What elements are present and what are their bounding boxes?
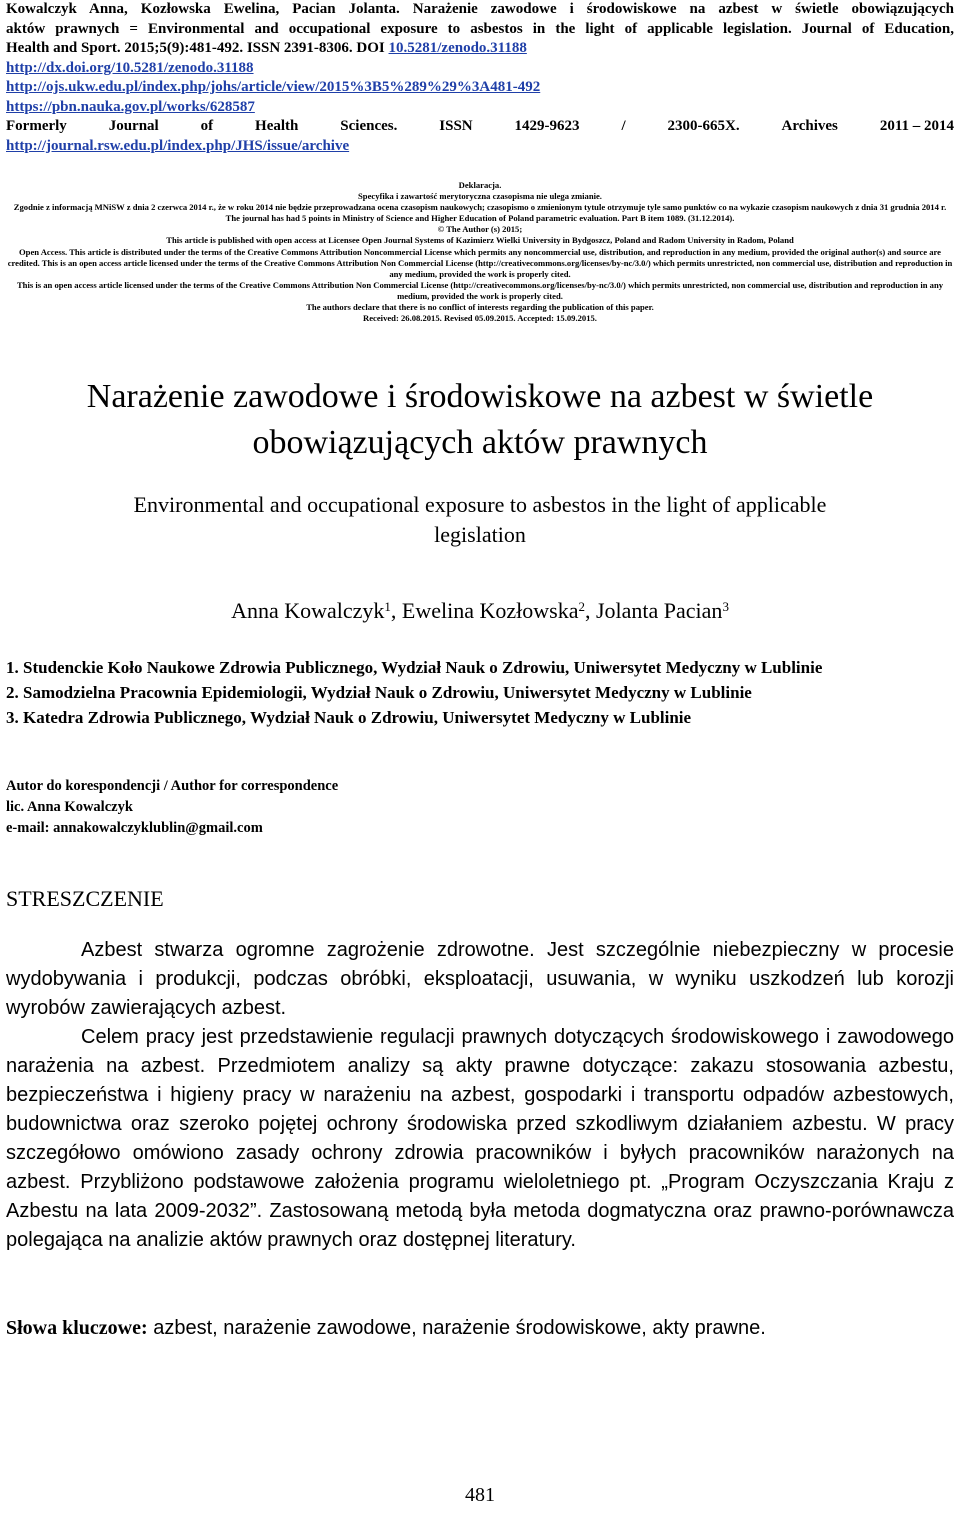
formerly-word: 1429-9623	[514, 118, 580, 134]
subtitle-line-2: legislation	[434, 522, 526, 547]
subtitle-line-1: Environmental and occupational exposure to asbestos in the light of applicable	[133, 492, 827, 517]
paper-title	[0, 374, 960, 466]
author-superscript: 1	[384, 599, 391, 614]
keywords-label: Słowa kluczowe:	[6, 1317, 148, 1339]
author-name: , Ewelina Kozłowska	[390, 598, 579, 623]
doi-link[interactable]: 10.5281/zenodo.31188	[388, 40, 527, 56]
author-name: , Jolanta Pacian	[584, 598, 723, 623]
paper-subtitle	[0, 490, 960, 550]
dates-line: Received: 26.08.2015. Revised 05.09.2015. Accepted: 15.09.2015.	[363, 313, 597, 324]
abstract-body	[6, 936, 954, 1255]
correspondence-name: lic. Anna Kowalczyk	[6, 799, 133, 815]
formerly-word: Journal	[108, 118, 159, 134]
formerly-line	[6, 117, 954, 137]
abstract-paragraph: Celem pracy jest przedstawienie regulacji prawnych dotyczących środowiskowego i zawodowego narażenia na azbest. Przedmiotem analizy są akty prawne dotyczące: zakazu stosowania azbestu, bezpieczeństwa i higieny pracy w narażeniu na azbest, gospodarki i transportu odpadów azbestowych, budownictwa oraz szeroko pojętej ochrony środowiska przed szkodliwym działaniem azbestu. W pracy szczegółowo omówiono zasady ochrony zdrowia pracowników i byłych pracowników narażonych na azbest. Przybliżono podstawowe założenia programu wieloletniego pt. „Program Oczyszczania Kraju z Azbestu na lata 2009-2032”. Zastosowaną metodą była metoda dogmatyczna oraz prawno-porównawcza polegająca na analizie aktów prawnych oraz dostępnej literatury.	[6, 1026, 954, 1251]
citation-line-1: Kowalczyk Anna, Kozłowska Ewelina, Pacian Jolanta. Narażenie zawodowe i środowiskowe na azbest w świetle obowiązujących	[6, 1, 954, 17]
formerly-word: Health	[255, 118, 299, 134]
archive-link[interactable]: http://journal.rsw.edu.pl/index.php/JHS/issue/archive	[6, 137, 350, 154]
conflict-statement: The authors declare that there is no conflict of interests regarding the publication of this paper.	[306, 302, 654, 313]
formerly-word: Formerly	[6, 118, 67, 134]
affiliation-item: 2. Samodzielna Pracownia Epidemiologii, Wydział Nauk o Zdrowiu, Uniwersytet Medyczny w Lublinie	[6, 683, 752, 702]
author-name: Anna Kowalczyk	[231, 598, 385, 623]
copyright-line: © The Author (s) 2015;	[437, 224, 523, 235]
author-superscript: 3	[722, 599, 729, 614]
author-list	[0, 596, 960, 626]
abstract-heading: STRESZCZENIE	[6, 886, 164, 911]
affiliations	[6, 655, 954, 730]
formerly-word: Archives	[781, 118, 838, 134]
correspondence-block	[6, 776, 338, 839]
keywords-line	[6, 1314, 954, 1343]
affiliation-item: 3. Katedra Zdrowia Publicznego, Wydział Nauk o Zdrowiu, Uniwersytet Medyczny w Lublinie	[6, 708, 692, 727]
declaration-title: Deklaracja.	[458, 180, 502, 190]
citation-line-3	[6, 39, 954, 59]
formerly-word: 2300-665X.	[667, 118, 740, 134]
citation-header	[6, 0, 954, 156]
citation-line-2: aktów prawnych = Environmental and occupational exposure to asbestos in the light of applicable legislation. Journal of Education,	[6, 20, 954, 37]
declaration-line: This article is published with open access at Licensee Open Journal Systems of Kazimierz Wielki University in Bydgoszcz, Poland and Radom University in Radom, Poland	[166, 235, 794, 246]
abstract-paragraph: Azbest stwarza ogromne zagrożenie zdrowotne. Jest szczególnie niebezpieczny w procesie wydobywania i produkcji, podczas obróbki, eksploatacji, usuwania, w wyniku uszkodzeń lub korozji wyrobów zawierających azbest.	[6, 939, 954, 1019]
ojs-link[interactable]: http://ojs.ukw.edu.pl/index.php/johs/article/view/2015%3B5%289%29%3A481-492	[6, 79, 541, 95]
formerly-word: 2011 – 2014	[879, 118, 954, 134]
citation-text: Health and Sport. 2015;5(9):481-492. ISSN 2391-8306. DOI	[6, 40, 389, 56]
license-text: This is an open access article licensed under the terms of the Creative Commons Attribution Non Commercial License (http://creativecommons.org/licenses/by-nc/3.0/) which permits unrestricted, non commercial use, distribution and reproduction in any medium, provided the work is properly cited.	[16, 279, 944, 301]
pbn-link[interactable]: https://pbn.nauka.gov.pl/works/628587	[6, 98, 255, 115]
affiliation-item: 1. Studenckie Koło Naukowe Zdrowia Publicznego, Wydział Nauk o Zdrowiu, Uniwersytet Medyczny w Lublinie	[6, 658, 823, 677]
title-line-1: Narażenie zawodowe i środowiskowe na azbest w świetle	[86, 378, 874, 415]
declaration-block	[4, 180, 956, 324]
correspondence-heading: Autor do korespondencji / Author for correspondence	[6, 778, 339, 794]
formerly-word: Sciences.	[340, 118, 398, 134]
title-line-2: obowiązujących aktów prawnych	[252, 424, 708, 461]
formerly-word: /	[621, 118, 626, 134]
declaration-line: The journal has had 5 points in Ministry of Science and Higher Education of Poland parametric evaluation. Part B item 1089. (31.12.2014).	[225, 213, 735, 224]
declaration-line: Zgodnie z informacją MNiSW z dnia 2 czerwca 2014 r., że w roku 2014 nie będzie przeprowadzana ocena czasopism naukowych; czasopismo o zmienionym tytule otrzymuje tyle samo punktów co na wykazie czasopism naukowych z dnia 31 grudnia 2014 r.	[13, 202, 947, 213]
correspondence-email: e-mail: annakowalczyklublin@gmail.com	[6, 820, 263, 836]
author-superscript: 2	[578, 599, 585, 614]
formerly-word: ISSN	[439, 118, 473, 134]
license-text: Open Access. This article is distributed under the terms of the Creative Commons Attribution Noncommercial License which permits any noncommercial use, distribution, and reproduction in any medium, provided the original author(s) and source are credited. This is an open access article licensed under the terms of the Creative Commons Attribution Non Commercial License (http://creativecommons.org/licenses/by-nc/3.0/) which permits unrestricted, non commercial use, distribution and reproduction in any medium, provided the work is properly cited.	[7, 246, 953, 279]
declaration-line: Specyfika i zawartość merytoryczna czasopisma nie ulega zmianie.	[358, 191, 602, 202]
doi-org-link[interactable]: http://dx.doi.org/10.5281/zenodo.31188	[6, 59, 254, 76]
page-number: 481	[465, 1484, 495, 1506]
keywords-text: azbest, narażenie zawodowe, narażenie środowiskowe, akty prawne.	[147, 1317, 766, 1339]
formerly-word: of	[200, 118, 214, 134]
